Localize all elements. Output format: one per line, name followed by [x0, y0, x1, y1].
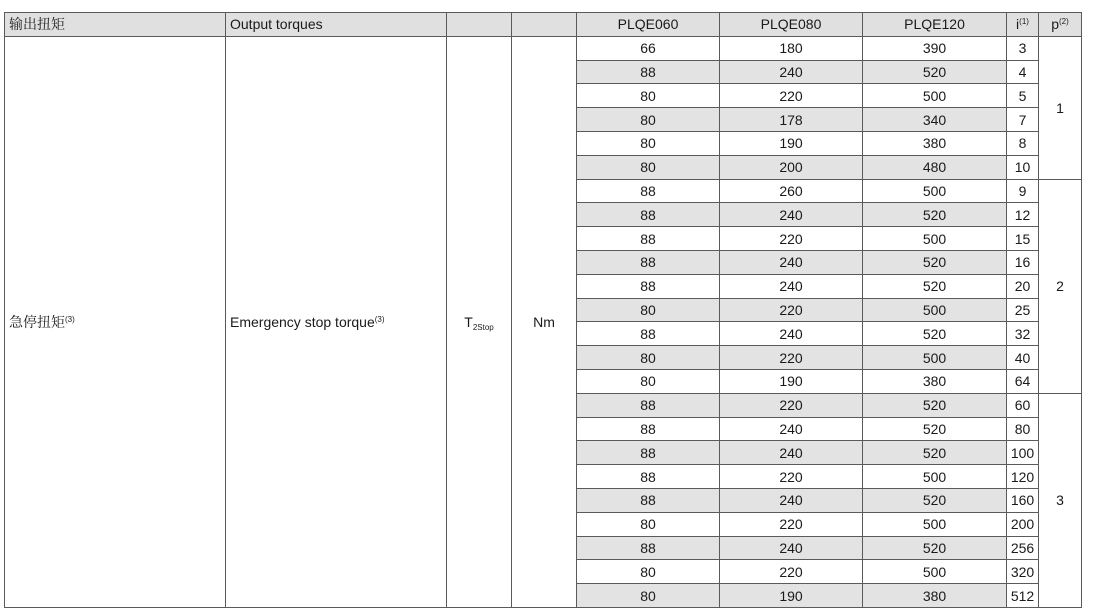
value-plqe080: 240 — [720, 250, 863, 274]
stage-footnote: (2) — [1059, 17, 1069, 27]
value-ratio: 4 — [1007, 60, 1039, 84]
value-plqe120: 500 — [863, 179, 1007, 203]
value-plqe080: 220 — [720, 346, 863, 370]
value-plqe120: 380 — [863, 584, 1007, 608]
value-plqe080: 220 — [720, 298, 863, 322]
table-row — [5, 36, 1082, 60]
value-ratio: 3 — [1007, 36, 1039, 60]
value-plqe060: 80 — [577, 369, 720, 393]
value-plqe060: 88 — [577, 227, 720, 251]
value-plqe060: 80 — [577, 560, 720, 584]
value-plqe120: 500 — [863, 84, 1007, 108]
value-plqe080: 190 — [720, 369, 863, 393]
value-ratio: 8 — [1007, 131, 1039, 155]
value-ratio: 100 — [1007, 441, 1039, 465]
torque-spec-table — [4, 12, 1082, 608]
value-plqe120: 520 — [863, 536, 1007, 560]
value-plqe080: 180 — [720, 36, 863, 60]
value-ratio: 160 — [1007, 488, 1039, 512]
value-plqe120: 500 — [863, 465, 1007, 489]
value-ratio: 12 — [1007, 203, 1039, 227]
value-plqe060: 80 — [577, 131, 720, 155]
header-col-plqe080: PLQE080 — [720, 13, 863, 37]
value-ratio: 320 — [1007, 560, 1039, 584]
value-plqe060: 88 — [577, 250, 720, 274]
value-ratio: 25 — [1007, 298, 1039, 322]
value-plqe120: 520 — [863, 60, 1007, 84]
param-label-en-footnote: (3) — [374, 314, 385, 324]
value-plqe120: 380 — [863, 131, 1007, 155]
value-plqe080: 220 — [720, 84, 863, 108]
value-plqe120: 520 — [863, 203, 1007, 227]
header-label-cn: 输出扭矩 — [5, 13, 226, 37]
value-plqe080: 240 — [720, 60, 863, 84]
value-plqe080: 220 — [720, 465, 863, 489]
value-stage: 3 — [1039, 393, 1082, 607]
value-plqe120: 520 — [863, 393, 1007, 417]
value-ratio: 64 — [1007, 369, 1039, 393]
value-plqe080: 240 — [720, 536, 863, 560]
value-plqe080: 260 — [720, 179, 863, 203]
value-plqe060: 88 — [577, 322, 720, 346]
value-plqe080: 240 — [720, 322, 863, 346]
param-symbol-subscript: 2Stop — [472, 322, 494, 332]
param-label-en-cell — [226, 36, 447, 607]
value-plqe080: 220 — [720, 512, 863, 536]
value-plqe080: 190 — [720, 131, 863, 155]
value-ratio: 40 — [1007, 346, 1039, 370]
value-plqe060: 88 — [577, 417, 720, 441]
value-plqe080: 240 — [720, 441, 863, 465]
param-label-cn: 急停扭矩 — [9, 313, 65, 330]
value-plqe120: 520 — [863, 417, 1007, 441]
param-symbol: T — [464, 313, 473, 330]
value-plqe120: 520 — [863, 322, 1007, 346]
header-symbol-cell — [447, 13, 512, 37]
value-plqe120: 480 — [863, 155, 1007, 179]
header-label-en: Output torques — [226, 13, 447, 37]
header-col-stage — [1039, 13, 1082, 37]
value-plqe060: 80 — [577, 584, 720, 608]
param-label-cn-footnote: (3) — [65, 314, 75, 324]
table-body — [5, 36, 1082, 607]
value-ratio: 15 — [1007, 227, 1039, 251]
value-plqe120: 500 — [863, 227, 1007, 251]
value-plqe060: 80 — [577, 84, 720, 108]
value-plqe120: 520 — [863, 250, 1007, 274]
param-symbol-cell — [447, 36, 512, 607]
header-col-plqe060: PLQE060 — [577, 13, 720, 37]
value-ratio: 512 — [1007, 584, 1039, 608]
value-plqe080: 220 — [720, 560, 863, 584]
value-plqe120: 390 — [863, 36, 1007, 60]
value-plqe120: 520 — [863, 441, 1007, 465]
value-plqe080: 240 — [720, 488, 863, 512]
header-col-ratio — [1007, 13, 1039, 37]
value-stage: 2 — [1039, 179, 1082, 393]
value-plqe060: 80 — [577, 108, 720, 132]
value-plqe060: 80 — [577, 346, 720, 370]
value-plqe060: 80 — [577, 512, 720, 536]
stage-label: p — [1051, 16, 1059, 33]
value-plqe060: 88 — [577, 60, 720, 84]
value-plqe060: 80 — [577, 298, 720, 322]
ratio-footnote: (1) — [1019, 17, 1029, 27]
value-plqe120: 500 — [863, 298, 1007, 322]
ratio-label: i — [1016, 16, 1020, 33]
value-plqe120: 500 — [863, 512, 1007, 536]
value-plqe080: 240 — [720, 417, 863, 441]
value-ratio: 20 — [1007, 274, 1039, 298]
value-stage: 1 — [1039, 36, 1082, 179]
header-row — [5, 13, 1082, 37]
value-ratio: 60 — [1007, 393, 1039, 417]
value-plqe120: 520 — [863, 274, 1007, 298]
value-plqe060: 88 — [577, 179, 720, 203]
value-plqe060: 88 — [577, 274, 720, 298]
value-plqe080: 190 — [720, 584, 863, 608]
value-plqe060: 88 — [577, 465, 720, 489]
value-plqe080: 220 — [720, 393, 863, 417]
value-plqe060: 88 — [577, 488, 720, 512]
value-plqe080: 200 — [720, 155, 863, 179]
value-ratio: 7 — [1007, 108, 1039, 132]
value-plqe060: 80 — [577, 155, 720, 179]
value-ratio: 10 — [1007, 155, 1039, 179]
param-label-en: Emergency stop torque — [230, 313, 375, 330]
value-plqe080: 220 — [720, 227, 863, 251]
value-ratio: 256 — [1007, 536, 1039, 560]
value-plqe120: 500 — [863, 346, 1007, 370]
value-plqe120: 520 — [863, 488, 1007, 512]
param-label-cn-cell — [5, 36, 226, 607]
value-ratio: 200 — [1007, 512, 1039, 536]
value-ratio: 9 — [1007, 179, 1039, 203]
value-plqe120: 500 — [863, 560, 1007, 584]
value-ratio: 16 — [1007, 250, 1039, 274]
value-plqe080: 178 — [720, 108, 863, 132]
value-ratio: 32 — [1007, 322, 1039, 346]
value-plqe060: 66 — [577, 36, 720, 60]
value-plqe120: 340 — [863, 108, 1007, 132]
value-plqe080: 240 — [720, 274, 863, 298]
header-col-plqe120: PLQE120 — [863, 13, 1007, 37]
value-plqe060: 88 — [577, 393, 720, 417]
value-plqe060: 88 — [577, 203, 720, 227]
value-plqe080: 240 — [720, 203, 863, 227]
value-ratio: 5 — [1007, 84, 1039, 108]
header-unit-cell — [512, 13, 577, 37]
value-ratio: 80 — [1007, 417, 1039, 441]
value-plqe060: 88 — [577, 441, 720, 465]
value-ratio: 120 — [1007, 465, 1039, 489]
param-unit: Nm — [512, 36, 577, 607]
value-plqe060: 88 — [577, 536, 720, 560]
value-plqe120: 380 — [863, 369, 1007, 393]
